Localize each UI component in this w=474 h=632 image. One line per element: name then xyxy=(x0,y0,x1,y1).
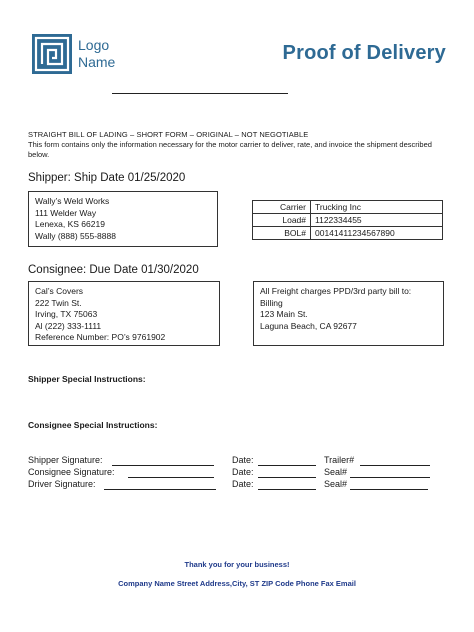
logo-line-2: Name xyxy=(78,54,116,70)
carrier-table xyxy=(252,200,443,240)
document-title: Proof of Delivery xyxy=(282,42,446,64)
billto-line: Billing xyxy=(260,297,283,308)
maze-logo-icon xyxy=(32,34,72,74)
seal-label: Seal# xyxy=(324,467,348,477)
company-logo xyxy=(32,34,72,74)
shipper-address-box xyxy=(28,191,218,247)
shipper-date-label: Date: xyxy=(232,455,254,465)
table-row xyxy=(253,214,443,227)
driver-seal-field[interactable] xyxy=(350,489,428,490)
consignee-heading: Consignee: Due Date 01/30/2020 xyxy=(28,264,199,276)
driver-signature-label: Driver Signature: xyxy=(28,479,96,489)
billing-address-box xyxy=(253,281,444,346)
consignee-line: Cal’s Covers xyxy=(35,286,84,296)
shipper-signature-field[interactable] xyxy=(112,465,214,466)
load-label: Load# xyxy=(253,214,311,227)
driver-seal-label: Seal# xyxy=(324,479,348,489)
shipper-line: Wally (888) 555-8888 xyxy=(35,230,116,241)
table-row xyxy=(253,227,443,240)
shipper-heading: Shipper: Ship Date 01/25/2020 xyxy=(28,172,186,184)
bol-value: 00141411234567890 xyxy=(311,227,443,240)
shipper-instructions-label: Shipper Special Instructions: xyxy=(28,374,146,384)
consignee-line: Reference Number: PO’s 9761902 xyxy=(35,332,166,342)
shipper-line: Lenexa, KS 66219 xyxy=(35,219,105,229)
consignee-line: Al (222) 333-1111 xyxy=(35,320,102,331)
consignee-line: 222 Twin St. xyxy=(35,297,82,308)
billto-line: Laguna Beach, CA 92677 xyxy=(260,320,357,331)
table-row xyxy=(253,201,443,214)
bol-label: BOL# xyxy=(253,227,311,240)
bill-of-lading-description: This form contains only the information necessary for the motor carrier to deliver, rate, and invoice the shipment described below. xyxy=(28,140,432,159)
driver-date-field[interactable] xyxy=(258,489,316,490)
logo-line-1: Logo xyxy=(78,37,110,53)
logo-name xyxy=(78,37,115,71)
trailer-field[interactable] xyxy=(360,465,430,466)
thank-you-note: Thank you for your business! xyxy=(184,560,290,569)
consignee-signature-field[interactable] xyxy=(128,477,214,478)
load-value: 1122334455 xyxy=(311,214,443,227)
seal-field[interactable] xyxy=(350,477,430,478)
shipper-date-field[interactable] xyxy=(258,465,316,466)
carrier-label: Carrier xyxy=(253,201,311,214)
carrier-value: Trucking Inc xyxy=(311,201,443,214)
shipper-line: Wally’s Weld Works xyxy=(35,196,110,206)
driver-signature-field[interactable] xyxy=(104,489,216,490)
consignee-address-box xyxy=(28,281,220,346)
consignee-line: Irving, TX 75063 xyxy=(35,309,98,319)
consignee-date-label: Date: xyxy=(232,467,254,477)
title-underline xyxy=(112,93,288,94)
billto-line: 123 Main St. xyxy=(260,309,308,319)
bill-of-lading-heading: STRAIGHT BILL OF LADING – SHORT FORM – ORIGINAL – NOT NEGOTIABLE xyxy=(28,130,309,139)
consignee-signature-label: Consignee Signature: xyxy=(28,467,115,477)
consignee-instructions-label: Consignee Special Instructions: xyxy=(28,420,158,430)
shipper-line: 111 Welder Way xyxy=(35,207,97,218)
consignee-date-field[interactable] xyxy=(258,477,316,478)
driver-date-label: Date: xyxy=(232,479,254,489)
shipper-signature-label: Shipper Signature: xyxy=(28,455,103,465)
trailer-label: Trailer# xyxy=(324,455,355,465)
company-footer: Company Name Street Address,City, ST ZIP Code Phone Fax Email xyxy=(118,579,356,588)
billto-line: All Freight charges PPD/3rd party bill to: xyxy=(260,286,412,296)
